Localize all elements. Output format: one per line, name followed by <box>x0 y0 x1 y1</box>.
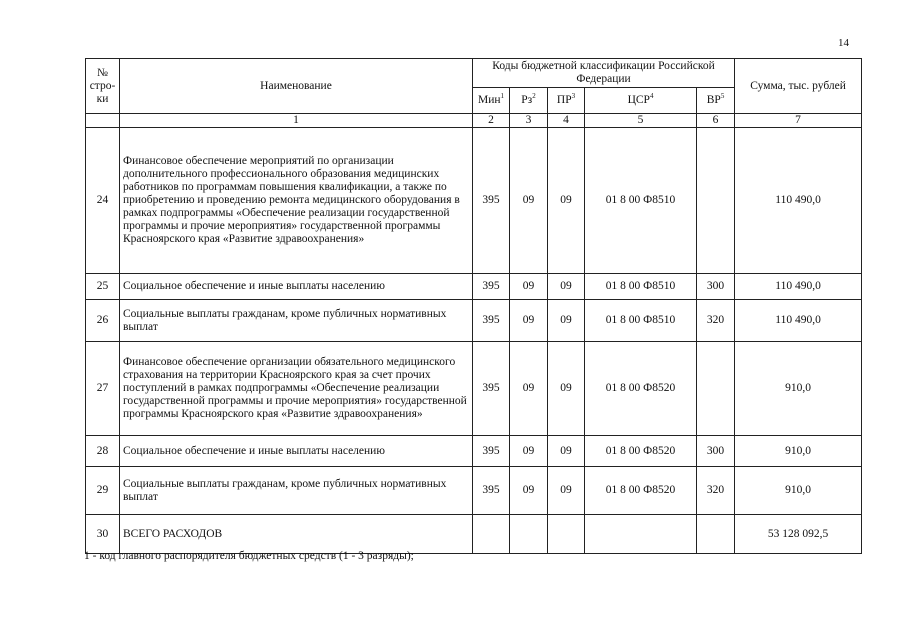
row-pr: 09 <box>548 342 585 436</box>
row-rz <box>510 515 548 554</box>
column-number-blank <box>86 114 120 128</box>
row-vr <box>697 128 735 274</box>
row-number: 29 <box>86 467 120 515</box>
table-row <box>86 128 862 274</box>
header-csr-label: ЦСР <box>627 94 650 106</box>
table-row <box>86 467 862 515</box>
row-number: 25 <box>86 274 120 300</box>
row-rz: 09 <box>510 467 548 515</box>
row-csr: 01 8 00 Ф8510 <box>585 300 697 342</box>
budget-table <box>85 58 862 554</box>
table-row-total <box>86 515 862 554</box>
row-pr <box>548 515 585 554</box>
row-min: 395 <box>473 128 510 274</box>
row-csr: 01 8 00 Ф8510 <box>585 128 697 274</box>
row-rz: 09 <box>510 436 548 467</box>
table-row <box>86 342 862 436</box>
row-pr: 09 <box>548 300 585 342</box>
column-number-7: 7 <box>735 114 862 128</box>
row-name: Социальные выплаты гражданам, кроме публичных нормативных выплат <box>120 300 473 342</box>
header-min <box>473 88 510 114</box>
table-row <box>86 436 862 467</box>
row-csr: 01 8 00 Ф8520 <box>585 436 697 467</box>
row-name: Социальные выплаты гражданам, кроме публичных нормативных выплат <box>120 467 473 515</box>
row-min: 395 <box>473 274 510 300</box>
row-vr <box>697 515 735 554</box>
row-name: ВСЕГО РАСХОДОВ <box>120 515 473 554</box>
table-row <box>86 274 862 300</box>
header-sum: Сумма, тыс. рублей <box>735 59 862 114</box>
header-rz-label: Рз <box>521 94 533 106</box>
row-rz: 09 <box>510 300 548 342</box>
row-rz: 09 <box>510 274 548 300</box>
header-row-number: № стро- ки <box>86 59 120 114</box>
column-number-1: 1 <box>120 114 473 128</box>
column-number-2: 2 <box>473 114 510 128</box>
header-min-label: Мин <box>477 94 501 106</box>
header-vr-footnote-mark: 5 <box>720 92 725 101</box>
row-rz: 09 <box>510 128 548 274</box>
header-pr-label: ПР <box>556 94 572 106</box>
header-codes-group: Коды бюджетной классификации Российской Федерации <box>473 59 735 88</box>
row-pr: 09 <box>548 436 585 467</box>
row-number: 30 <box>86 515 120 554</box>
header-csr <box>585 88 697 114</box>
row-pr: 09 <box>548 274 585 300</box>
row-vr: 320 <box>697 300 735 342</box>
row-name: Социальное обеспечение и иные выплаты населению <box>120 436 473 467</box>
footnote: 1 - код главного распорядителя бюджетных средств (1 - 3 разряды); <box>84 550 414 562</box>
row-name: Финансовое обеспечение мероприятий по организации дополнительного профессионального образования медицинских работников по программам повышения квалификации, а также по приобретению и проведению ремонта медицинского оборудования в рамках подпрограммы «Обеспечение реализации государственной программы и прочие мероприятия» государственной программы Красноярского края «Развитие здравоохранения» <box>120 128 473 274</box>
row-vr: 300 <box>697 274 735 300</box>
row-min: 395 <box>473 436 510 467</box>
row-pr: 09 <box>548 128 585 274</box>
column-number-row <box>86 114 862 128</box>
row-sum: 53 128 092,5 <box>735 515 862 554</box>
header-vr-label: ВР <box>706 94 721 106</box>
row-sum: 110 490,0 <box>735 274 862 300</box>
row-sum: 910,0 <box>735 436 862 467</box>
row-sum: 110 490,0 <box>735 128 862 274</box>
row-sum: 110 490,0 <box>735 300 862 342</box>
table-row <box>86 300 862 342</box>
row-min: 395 <box>473 300 510 342</box>
row-csr <box>585 515 697 554</box>
page-number: 14 <box>838 37 849 49</box>
row-number: 26 <box>86 300 120 342</box>
row-csr: 01 8 00 Ф8520 <box>585 342 697 436</box>
row-name: Социальное обеспечение и иные выплаты населению <box>120 274 473 300</box>
row-sum: 910,0 <box>735 342 862 436</box>
column-number-3: 3 <box>510 114 548 128</box>
row-rz: 09 <box>510 342 548 436</box>
row-number: 24 <box>86 128 120 274</box>
row-sum: 910,0 <box>735 467 862 515</box>
row-pr: 09 <box>548 467 585 515</box>
header-name: Наименование <box>120 59 473 114</box>
row-csr: 01 8 00 Ф8510 <box>585 274 697 300</box>
header-csr-footnote-mark: 4 <box>649 92 654 101</box>
row-min <box>473 515 510 554</box>
row-vr: 300 <box>697 436 735 467</box>
column-number-6: 6 <box>697 114 735 128</box>
row-vr <box>697 342 735 436</box>
row-csr: 01 8 00 Ф8520 <box>585 467 697 515</box>
header-vr <box>697 88 735 114</box>
header-pr <box>548 88 585 114</box>
header-rz <box>510 88 548 114</box>
row-vr: 320 <box>697 467 735 515</box>
row-number: 28 <box>86 436 120 467</box>
header-rz-footnote-mark: 2 <box>532 92 536 101</box>
row-min: 395 <box>473 467 510 515</box>
row-name: Финансовое обеспечение организации обязательного медицинского страхования на территории Красноярского края за счет прочих поступлений в рамках подпрограммы «Обеспечение реализации государственной программы и прочие мероприятия» государственной программы Красноярского края «Развитие здравоохранения» <box>120 342 473 436</box>
column-number-5: 5 <box>585 114 697 128</box>
row-number: 27 <box>86 342 120 436</box>
row-min: 395 <box>473 342 510 436</box>
header-min-footnote-mark: 1 <box>500 92 505 101</box>
header-pr-footnote-mark: 3 <box>571 92 576 101</box>
column-number-4: 4 <box>548 114 585 128</box>
